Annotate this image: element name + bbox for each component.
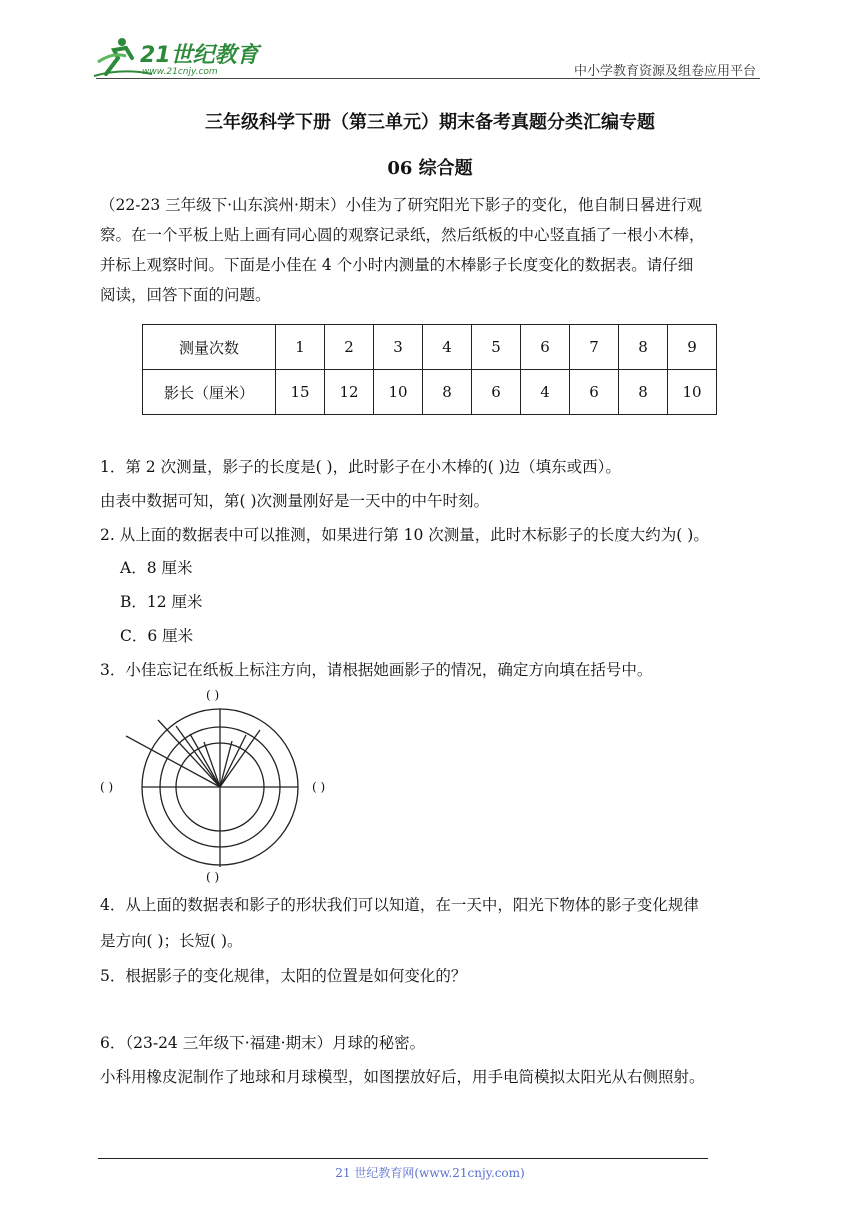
footer-divider bbox=[98, 1158, 708, 1159]
option-c: C．6 厘米 bbox=[120, 627, 194, 645]
table-cell: 3 bbox=[374, 325, 423, 370]
option-a: A．8 厘米 bbox=[120, 559, 193, 577]
question-1-line-2: 由表中数据可知，第( )次测量刚好是一天中的中午时刻。 bbox=[100, 492, 490, 510]
row-header: 测量次数 bbox=[143, 325, 276, 370]
svg-text:21世纪教育: 21世纪教育 bbox=[140, 43, 259, 68]
site-name: 中小学教育资源及组卷应用平台 bbox=[573, 64, 756, 79]
intro-line: 并标上观察时间。下面是小佳在 4 个小时内测量的木棒影子长度变化的数据表。请仔细 bbox=[100, 256, 694, 274]
table-cell: 8 bbox=[619, 325, 668, 370]
table-cell: 4 bbox=[423, 325, 472, 370]
table-cell: 10 bbox=[668, 370, 717, 415]
table-cell: 8 bbox=[619, 370, 668, 415]
table-cell: 4 bbox=[521, 370, 570, 415]
table-cell: 15 bbox=[276, 370, 325, 415]
option-b: B．12 厘米 bbox=[120, 593, 203, 611]
question-1-line-1: 1．第 2 次测量，影子的长度是( )，此时影子在小木棒的( )边（填东或西）。 bbox=[100, 458, 621, 476]
table-cell: 1 bbox=[276, 325, 325, 370]
table-cell: 12 bbox=[325, 370, 374, 415]
direction-blank-right: ( ) bbox=[312, 780, 326, 794]
question-2: 2. 从上面的数据表中可以推测，如果进行第 10 次测量，此时木标影子的长度大约为( )。 bbox=[100, 526, 709, 544]
table-cell: 10 bbox=[374, 370, 423, 415]
table-cell: 6 bbox=[521, 325, 570, 370]
table-cell: 2 bbox=[325, 325, 374, 370]
shadow-line bbox=[176, 726, 220, 787]
question-6-text: 小科用橡皮泥制作了地球和月球模型，如图摆放好后，用手电筒模拟太阳光从右侧照射。 bbox=[100, 1068, 705, 1086]
table-row bbox=[143, 325, 717, 370]
direction-blank-top: ( ) bbox=[206, 688, 220, 702]
page-subtitle: 06 综合题 bbox=[387, 158, 473, 179]
table-cell: 6 bbox=[472, 370, 521, 415]
shadow-line bbox=[220, 741, 232, 787]
intro-paragraph bbox=[100, 190, 764, 310]
intro-line: 察。在一个平板上贴上画有同心圆的观察记录纸，然后纸板的中心竖直插了一根小木棒， bbox=[100, 226, 705, 244]
header-divider bbox=[96, 78, 760, 79]
table-cell: 5 bbox=[472, 325, 521, 370]
shadow-data-table bbox=[142, 324, 717, 415]
site-logo bbox=[92, 34, 262, 80]
page-title: 三年级科学下册（第三单元）期末备考真题分类汇编专题 bbox=[205, 112, 655, 133]
direction-blank-bottom: ( ) bbox=[206, 870, 220, 884]
svg-text:www.21cnjy.com: www.21cnjy.com bbox=[142, 67, 218, 77]
table-cell: 7 bbox=[570, 325, 619, 370]
direction-blank-left: ( ) bbox=[100, 780, 114, 794]
footer-link[interactable]: 21 世纪教育网(www.21cnjy.com) bbox=[335, 1166, 525, 1180]
table-cell: 8 bbox=[423, 370, 472, 415]
table-cell: 9 bbox=[668, 325, 717, 370]
question-3: 3．小佳忘记在纸板上标注方向，请根据她画影子的情况，确定方向填在括号中。 bbox=[100, 661, 653, 679]
row-header: 影长（厘米） bbox=[143, 370, 276, 415]
question-4-line-1: 4．从上面的数据表和影子的形状我们可以知道，在一天中，阳光下物体的影子变化规律 bbox=[100, 896, 699, 914]
question-4-line-2: 是方向( )；长短( )。 bbox=[100, 932, 243, 950]
sundial-diagram bbox=[120, 704, 320, 870]
intro-line: （22-23 三年级下·山东滨州·期末）小佳为了研究阳光下影子的变化，他自制日晷进行观 bbox=[100, 196, 702, 214]
shadow-line bbox=[158, 720, 220, 787]
question-5: 5．根据影子的变化规律，太阳的位置是如何变化的？ bbox=[100, 967, 467, 985]
table-cell: 6 bbox=[570, 370, 619, 415]
question-6-title: 6．（23-24 三年级下·福建·期末）月球的秘密。 bbox=[100, 1034, 426, 1052]
intro-line: 阅读，回答下面的问题。 bbox=[100, 286, 271, 304]
table-row bbox=[143, 370, 717, 415]
